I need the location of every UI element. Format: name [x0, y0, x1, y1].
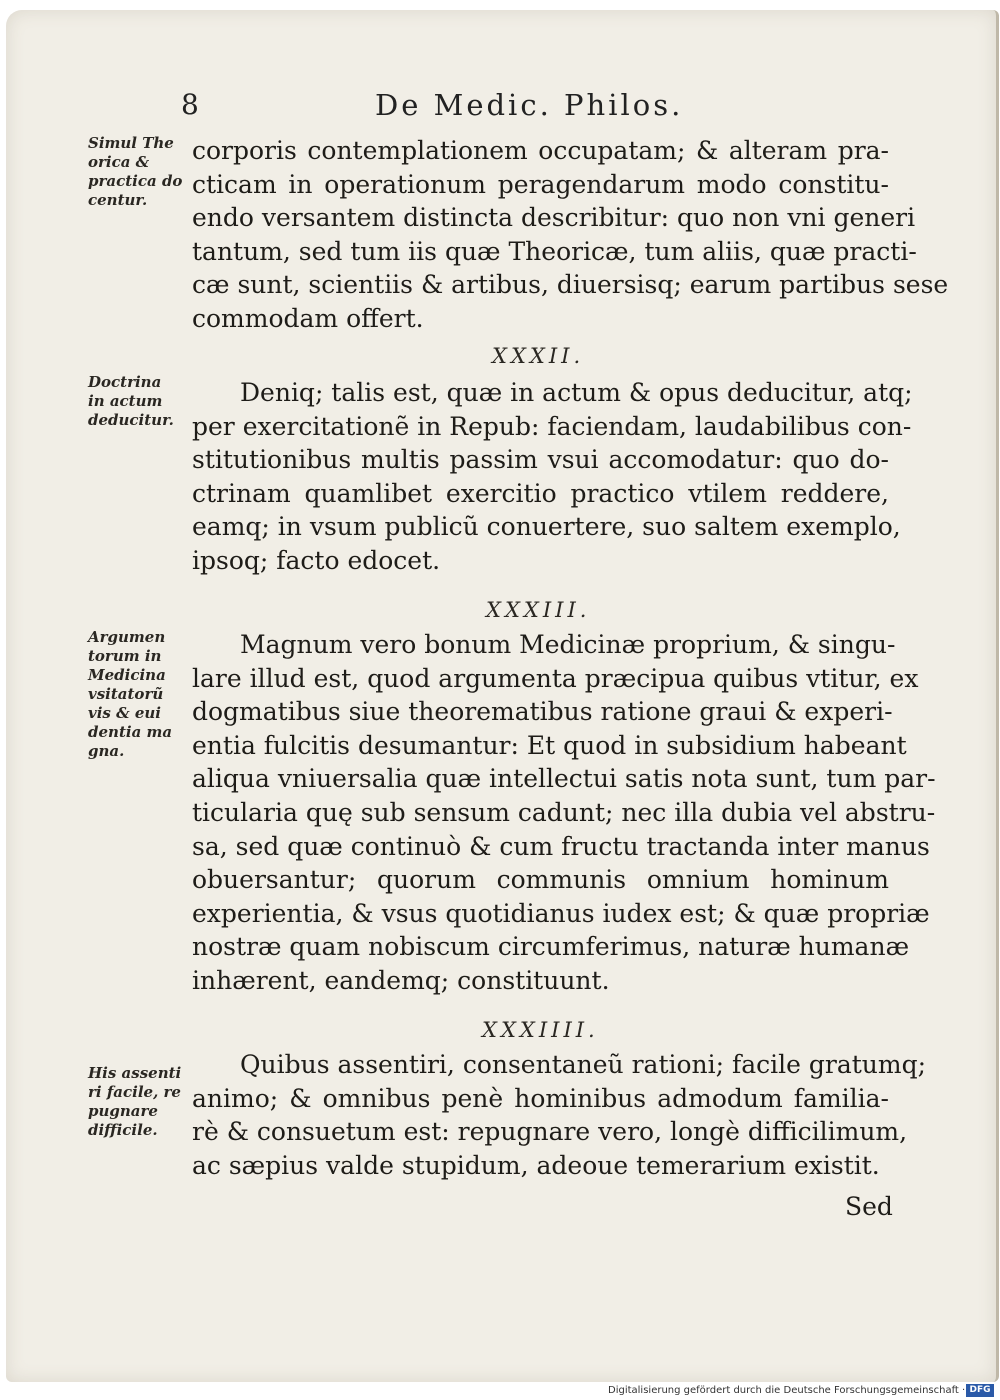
- text-line: inhærent, eandemq; constituunt.: [192, 966, 610, 995]
- margin-note-line: Simul The: [88, 134, 174, 152]
- margin-note-line: vsitatorũ: [88, 685, 164, 703]
- text-line: rè & consuetum est: repugnare vero, longè difficilimum,: [192, 1117, 908, 1147]
- digitization-credit: Digitalisierung gefördert durch die Deutsche Forschungsgemeinschaft ·: [608, 1385, 966, 1396]
- page-number: 8: [181, 88, 199, 121]
- section-numeral: XXXIII.: [486, 598, 591, 622]
- margin-note-line: gna.: [88, 742, 125, 760]
- text-line: sa, sed quæ continuò & cum fructu tractanda inter manus: [192, 831, 930, 861]
- text-line: Deniq; talis est, quæ in actum & opus deducitur, atq;: [240, 378, 913, 407]
- section-numeral: XXXIIII.: [482, 1018, 599, 1042]
- text-line: animo; & omnibus penè hominibus admodum familia-: [192, 1083, 889, 1113]
- text-line: ticularia quę sub sensum cadunt; nec illa dubia vel abstru-: [192, 798, 936, 827]
- text-line: nostræ quam nobiscum circumferimus, naturæ humanæ: [192, 932, 910, 962]
- catchword: Sed: [845, 1192, 893, 1221]
- text-line: ipsoq; facto edocet.: [192, 546, 441, 575]
- text-line: dogmatibus siue theorematibus ratione graui & experi-: [192, 697, 893, 727]
- margin-note-line: centur.: [88, 191, 148, 209]
- margin-note-line: practica do: [88, 172, 183, 190]
- margin-note-line: pugnare: [88, 1102, 158, 1120]
- margin-note-line: His assenti: [88, 1064, 182, 1082]
- margin-note-line: orica &: [88, 153, 150, 171]
- section-numeral: XXXII.: [492, 344, 585, 368]
- text-line: cticam in operationum peragendarum modo constitu-: [192, 169, 889, 199]
- text-line: endo versantem distincta describitur: quo non vni generi: [192, 203, 916, 233]
- text-line: ac sæpius valde stupidum, adeoue temerarium existit.: [192, 1150, 880, 1180]
- text-line: ctrinam quamlibet exercitio practico vtilem reddere,: [192, 478, 889, 508]
- text-line: aliqua vniuersalia quæ intellectui satis nota sunt, tum par-: [192, 764, 936, 794]
- text-line: experientia, & vsus quotidianus iudex est; & quæ propriæ: [192, 898, 930, 928]
- margin-note-line: Medicina: [88, 666, 166, 684]
- text-line: Magnum vero bonum Medicinæ proprium, & singu-: [240, 630, 896, 659]
- page-header: [0, 88, 1000, 128]
- running-head: De Medic. Philos.: [375, 88, 684, 122]
- text-line: commodam offert.: [192, 304, 424, 333]
- text-line: cæ sunt, scientiis & artibus, diuersisq; earum partibus sese: [192, 270, 949, 300]
- margin-note-line: Argumen: [88, 628, 166, 646]
- text-line: eamq; in vsum publicũ conuertere, suo saltem exemplo,: [192, 512, 901, 542]
- margin-note-line: torum in: [88, 647, 162, 665]
- text-line: tantum, sed tum iis quæ Theoricæ, tum aliis, quæ practi-: [192, 236, 917, 266]
- text-line: entia fulcitis desumantur: Et quod in subsidium habeant: [192, 730, 907, 760]
- margin-note-line: difficile.: [88, 1121, 158, 1139]
- dfg-logo: DFG: [966, 1384, 994, 1397]
- text-line: corporis contemplationem occupatam; & alteram pra-: [192, 136, 889, 165]
- text-line: Quibus assentiri, consentaneũ rationi; facile gratumq;: [240, 1050, 927, 1079]
- margin-note-line: Doctrina: [88, 373, 162, 391]
- margin-note-line: vis & eui: [88, 704, 161, 722]
- text-line: lare illud est, quod argumenta præcipua quibus vtitur, ex: [192, 663, 919, 693]
- margin-note-line: ri facile, re: [88, 1083, 181, 1101]
- text-line: per exercitationẽ in Repub: faciendam, laudabilibus con-: [192, 411, 912, 441]
- text-line: stitutionibus multis passim vsui accomodatur: quo do-: [192, 445, 889, 475]
- text-line: obuersantur; quorum communis omnium hominum: [192, 865, 889, 895]
- margin-note-line: deducitur.: [88, 411, 174, 429]
- margin-note-line: dentia ma: [88, 723, 173, 741]
- margin-note-line: in actum: [88, 392, 163, 410]
